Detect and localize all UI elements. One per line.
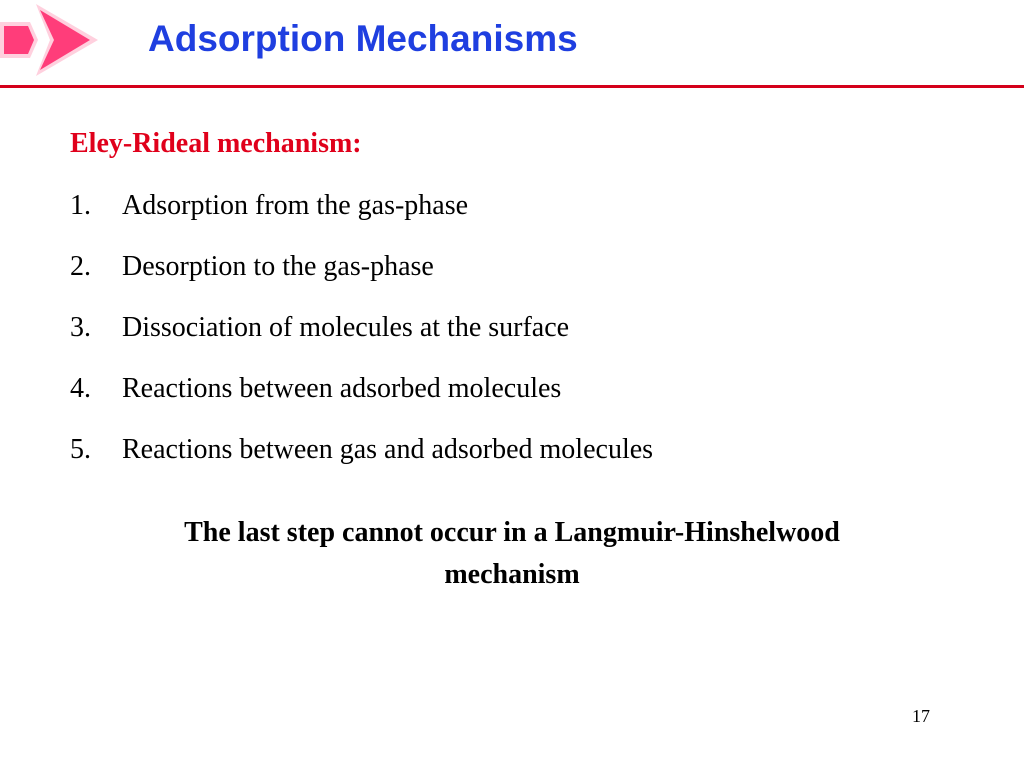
list-item	[70, 251, 653, 312]
section-heading: Eley-Rideal mechanism:	[70, 128, 362, 159]
list-item-number: 4.	[70, 373, 91, 404]
list-item-text: Dissociation of molecules at the surface	[122, 312, 570, 343]
list-item	[70, 373, 653, 434]
list-item-number: 1.	[70, 190, 91, 221]
page-title: Adsorption Mechanisms	[148, 18, 578, 59]
conclusion-note-line-2: mechanism	[444, 559, 580, 590]
list-item-number: 5.	[70, 434, 91, 465]
list-item-text: Reactions between adsorbed molecules	[122, 373, 562, 404]
conclusion-note	[60, 512, 964, 596]
list-item-number: 2.	[70, 251, 91, 282]
title-divider	[0, 85, 1024, 88]
double-arrow-logo-icon	[0, 0, 100, 80]
page-number: 17	[912, 706, 930, 726]
conclusion-note-line-1: The last step cannot occur in a Langmuir-Hinshelwood	[184, 517, 840, 548]
list-item-text: Desorption to the gas-phase	[122, 251, 434, 282]
list-item-number: 3.	[70, 312, 91, 343]
list-item-text: Adsorption from the gas-phase	[122, 190, 469, 221]
list-item-text: Reactions between gas and adsorbed molecules	[122, 434, 654, 465]
mechanism-step-list	[70, 190, 653, 495]
list-item	[70, 190, 653, 251]
list-item	[70, 434, 653, 495]
list-item	[70, 312, 653, 373]
